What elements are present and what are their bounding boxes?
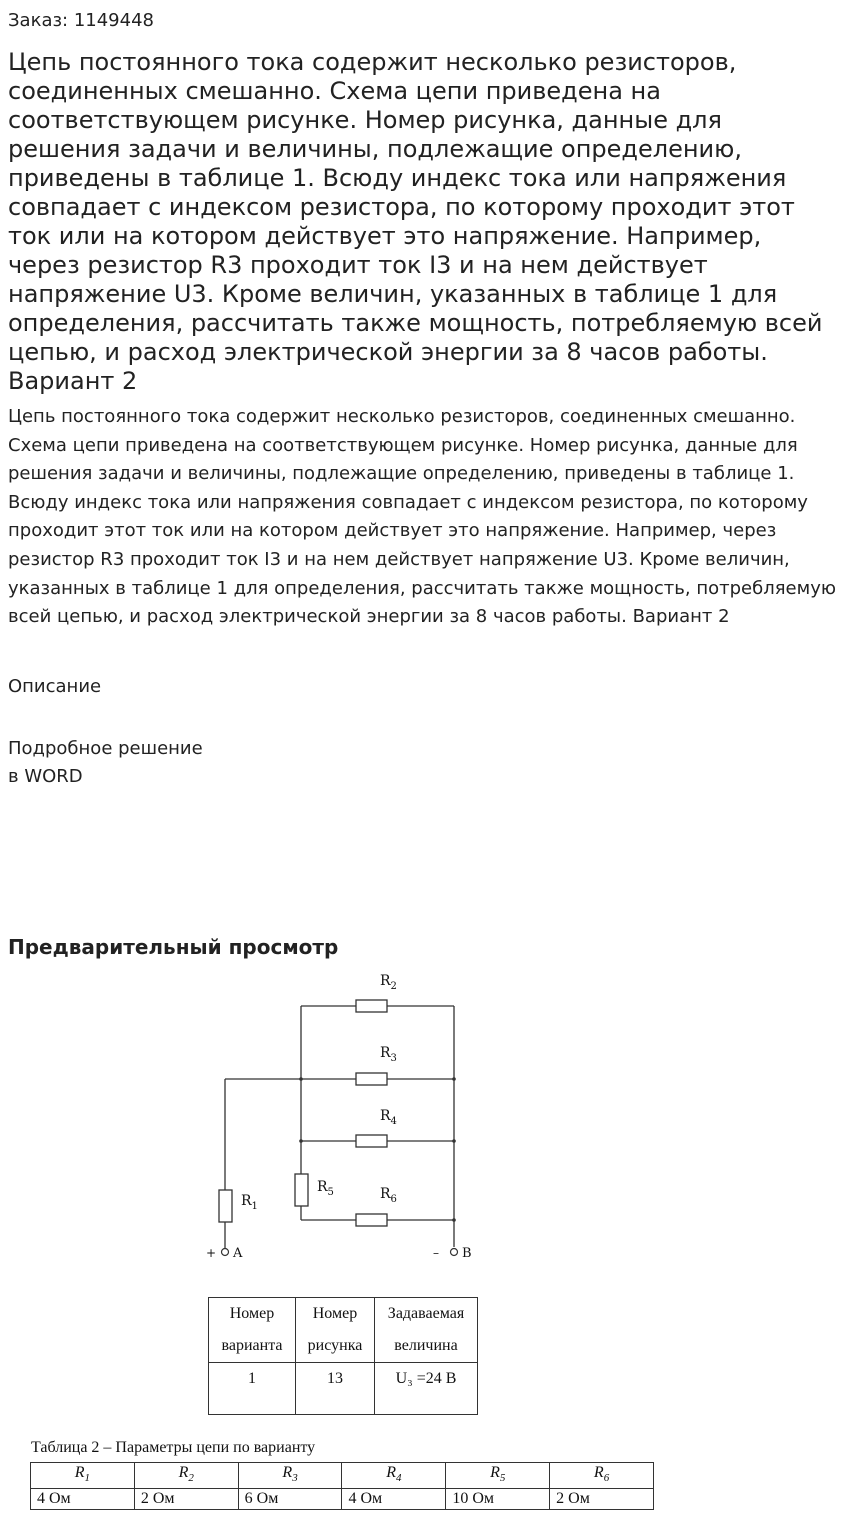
terminals xyxy=(222,1249,458,1256)
resistor-r5 xyxy=(295,1174,308,1206)
label-minus: – xyxy=(433,1246,439,1260)
label-a: A xyxy=(233,1246,243,1261)
preview-heading: Предварительный просмотр xyxy=(8,935,339,959)
description-label: Описание xyxy=(8,676,102,697)
label-r2: $R_2$ xyxy=(380,973,397,992)
order-number: Заказ: 1149448 xyxy=(8,10,154,31)
table-header-cell: Номер варианта xyxy=(209,1298,296,1363)
resistor-r4 xyxy=(356,1135,387,1147)
table-header-cell: $R_2$ xyxy=(134,1463,238,1489)
circuit-diagram xyxy=(200,965,490,1270)
junction-dots xyxy=(299,1077,456,1222)
terminal-a xyxy=(222,1249,229,1256)
table-header-cell: $R_3$ xyxy=(238,1463,342,1489)
table-header-cell: $R_4$ xyxy=(342,1463,446,1489)
table-cell: 4 Ом xyxy=(31,1489,135,1510)
table-header-cell: $R_1$ xyxy=(31,1463,135,1489)
solution-format: в WORD xyxy=(8,766,83,787)
table-cell: 2 Ом xyxy=(134,1489,238,1510)
table-row xyxy=(209,1363,478,1415)
table-cell: 1 xyxy=(209,1363,296,1415)
circuit-labels xyxy=(206,973,472,1261)
label-r3: $R_3$ xyxy=(380,1045,397,1064)
label-b: B xyxy=(462,1246,472,1261)
label-r6: $R_6$ xyxy=(380,1186,397,1205)
resistor-r6 xyxy=(356,1214,387,1226)
task-description: Цепь постоянного тока содержит несколько резисторов, соединенных смешанно. Схема цепи приведена на соответствующем рисунке. Номер рисунка, данные для решения задачи и величины, подлежащие определению, приведены в таблице 1. Всюду индекс тока или напряжения совпадает с индексом резистора, по которому проходит этот ток или на котором действует это напряжение. Например, через резистор R3 проходит ток I3 и на нем действует напряжение U3. Кроме величин, указанных в таблице 1 для определения, рассчитать также мощность, потребляемую всей цепью, и расход электрической энергии за 8 часов работы. Вариант 2 xyxy=(8,406,836,628)
variant-table xyxy=(208,1297,478,1415)
table-row xyxy=(209,1298,478,1363)
circuit-wires xyxy=(225,1006,454,1248)
label-r5: $R_5$ xyxy=(317,1179,334,1198)
table-cell: 6 Ом xyxy=(238,1489,342,1510)
table-cell: 10 Ом xyxy=(446,1489,550,1510)
params-table xyxy=(30,1462,654,1510)
table-cell: 2 Ом xyxy=(550,1489,654,1510)
resistor-r3 xyxy=(356,1073,387,1085)
table-header-cell: $R_5$ xyxy=(446,1463,550,1489)
table-header-cell: $R_6$ xyxy=(550,1463,654,1489)
table-row xyxy=(31,1489,654,1510)
table2-caption: Таблица 2 – Параметры цепи по варианту xyxy=(31,1439,316,1456)
label-plus: + xyxy=(206,1246,217,1260)
table-header-cell: Задаваемая величина xyxy=(375,1298,478,1363)
table-header-cell: Номер рисунка xyxy=(296,1298,375,1363)
table-cell: U₃ =24 В xyxy=(375,1363,478,1415)
label-r1: $R_1$ xyxy=(241,1193,258,1212)
resistor-r1 xyxy=(219,1190,232,1222)
table-cell: 4 Ом xyxy=(342,1489,446,1510)
solution-label: Подробное решение xyxy=(8,738,203,759)
resistor-r2 xyxy=(356,1000,387,1012)
table-cell: 13 xyxy=(296,1363,375,1415)
task-title: Цепь постоянного тока содержит несколько резисторов, соединенных смешанно. Схема цепи приведена на соответствующем рисунке. Номер рисунка, данные для решения задачи и величины, подлежащие определению, приведены в таблице 1. Всюду индекс тока или напряжения совпадает с индексом резистора, по которому проходит этот ток или на котором действует это напряжение. Например, через резистор R3 проходит ток I3 и на нем действует напряжение U3. Кроме величин, указанных в таблице 1 для определения, рассчитать также мощность, потребляемую всей цепью, и расход электрической энергии за 8 часов работы. Вариант 2 xyxy=(8,48,823,395)
label-r4: $R_4$ xyxy=(380,1108,397,1127)
table-row xyxy=(31,1463,654,1489)
terminal-b xyxy=(451,1249,458,1256)
